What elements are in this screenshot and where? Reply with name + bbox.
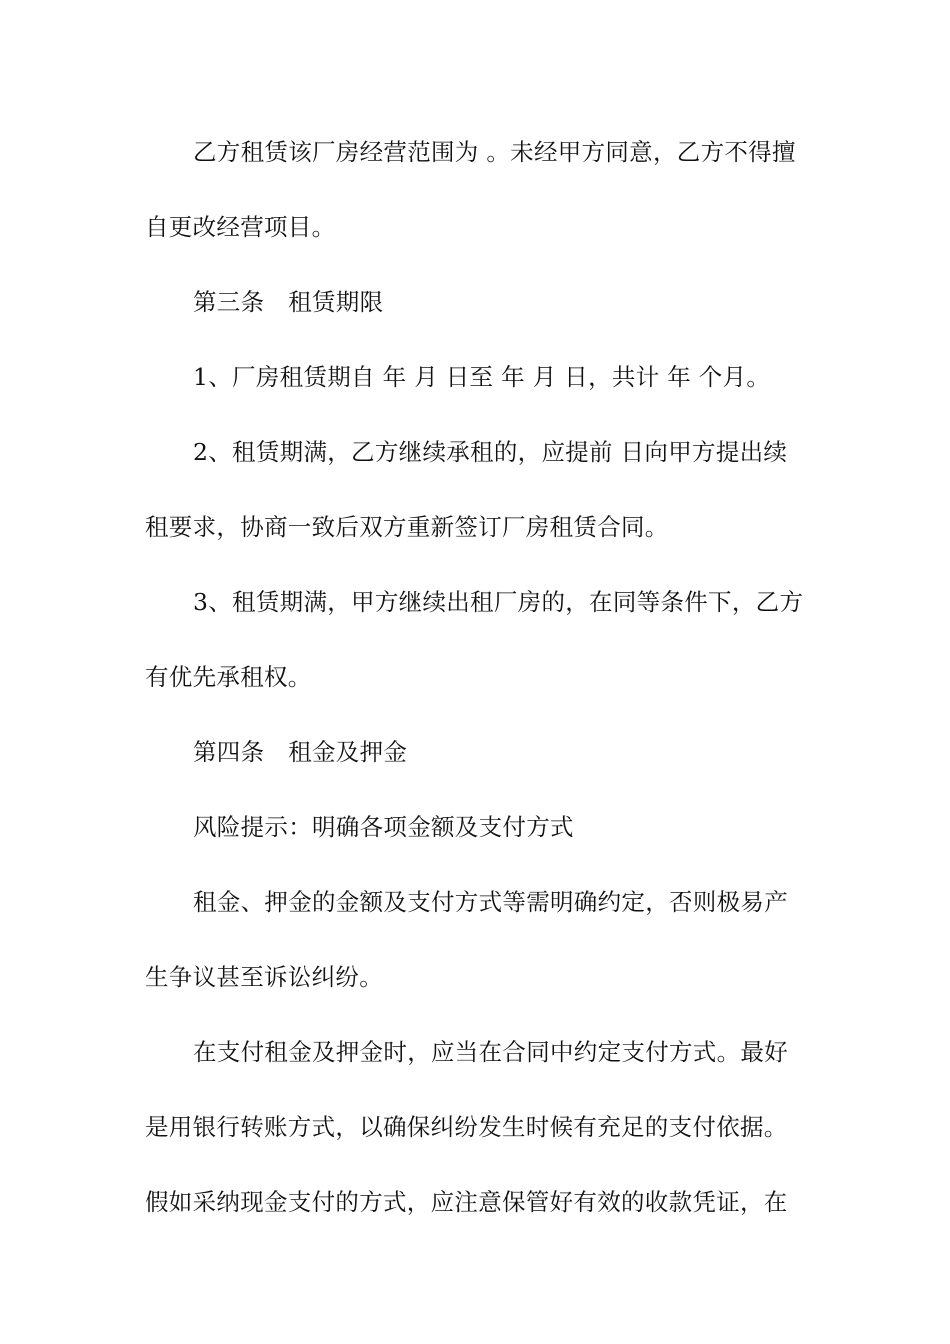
clause-3-3: 3、租赁期满，甲方继续出租厂房的，在同等条件下，乙方 [193,588,804,616]
clause-3-1: 1、厂房租赁期自 年 月 日至 年 月 日，共计 年 个月。 [193,363,771,391]
paragraph-business-scope: 乙方租赁该厂房经营范围为 。未经甲方同意，乙方不得擅 [193,138,796,166]
clause-3-2-continued: 租要求，协商一致后双方重新签订厂房租赁合同。 [145,513,669,541]
article-3-heading: 第三条 租赁期限 [193,288,384,316]
paragraph-business-scope-continued: 自更改经营项目。 [145,213,336,241]
paragraph-payment-method-line-2: 是用银行转账方式，以确保纠纷发生时候有充足的支付依据。 [145,1113,788,1141]
paragraph-payment-method: 在支付租金及押金时，应当在合同中约定支付方式。最好 [193,1038,788,1066]
clause-3-2: 2、租赁期满，乙方继续承租的，应提前 日向甲方提出续 [193,438,788,466]
clause-3-3-continued: 有优先承租权。 [145,663,312,691]
paragraph-rent-deposit-continued: 生争议甚至诉讼纠纷。 [145,963,383,991]
paragraph-payment-method-line-3: 假如采纳现金支付的方式，应注意保管好有效的收款凭证，在 [145,1188,788,1216]
paragraph-rent-deposit: 租金、押金的金额及支付方式等需明确约定，否则极易产 [193,888,788,916]
risk-tip: 风险提示：明确各项金额及支付方式 [193,813,574,841]
article-4-heading: 第四条 租金及押金 [193,738,408,766]
